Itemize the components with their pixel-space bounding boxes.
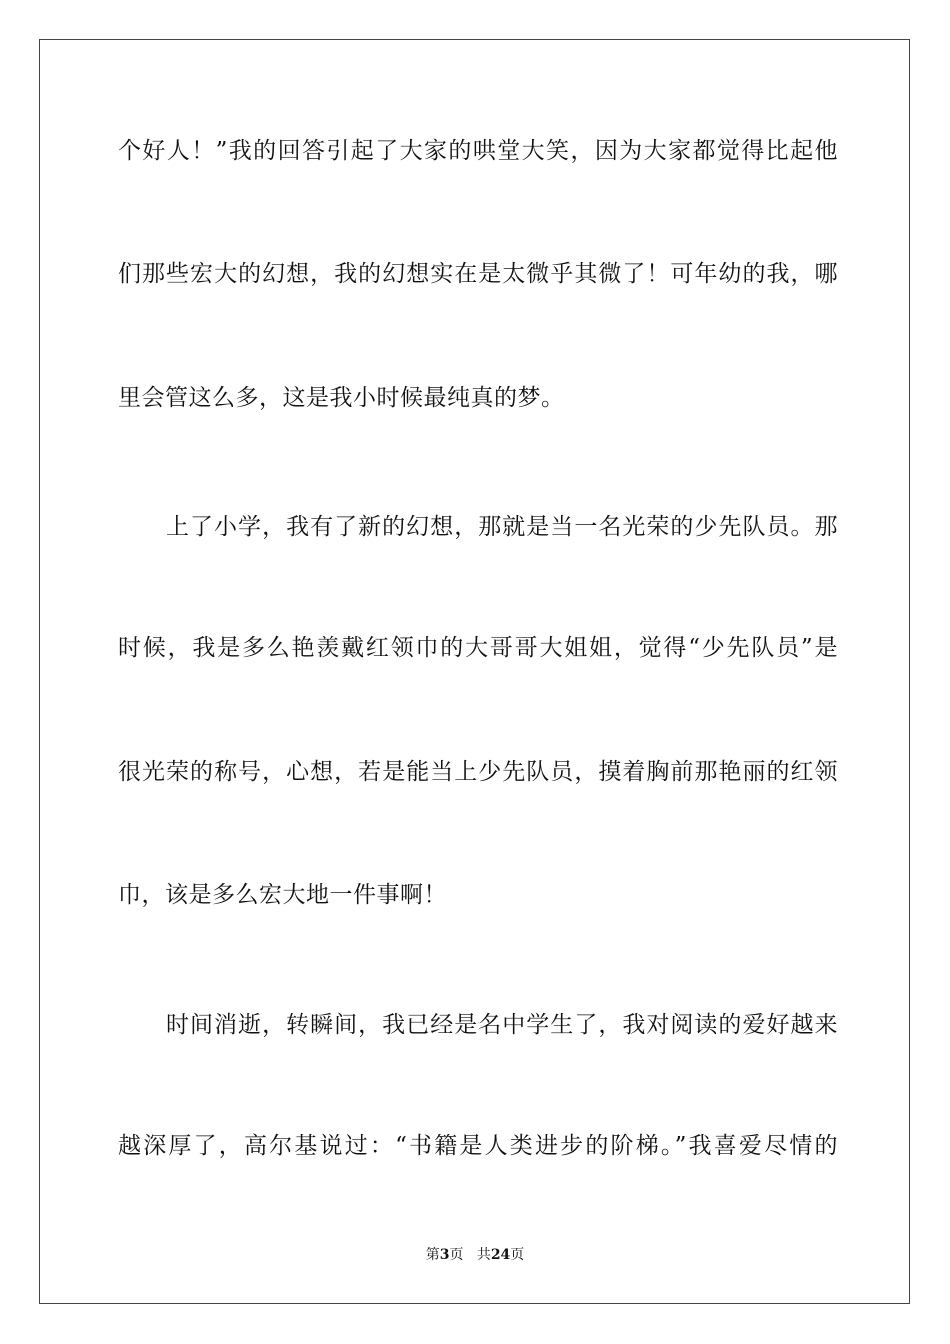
- text-line: 上了小学，我有了新的幻想，那就是当一名光荣的少先队员。那: [166, 514, 838, 540]
- text-line: 越深厚了，高尔基说过：“书籍是人类进步的阶梯。”我喜爱尽情的: [118, 1133, 838, 1159]
- page-suffix: 页: [449, 1247, 464, 1263]
- total-suffix: 页: [510, 1247, 525, 1263]
- total-pages: 24: [490, 1247, 511, 1263]
- page-footer: [0, 1246, 950, 1264]
- text-line: 里会管这么多，这是我小时候最纯真的梦。: [118, 385, 565, 411]
- text-line: 们那些宏大的幻想，我的幻想实在是太微乎其微了！可年幼的我，哪: [118, 261, 838, 287]
- text-line: 时候，我是多么艳羡戴红领巾的大哥哥大姐姐，觉得“少先队员”是: [118, 635, 838, 661]
- text-line: 个好人！”我的回答引起了大家的哄堂大笑，因为大家都觉得比起他: [118, 138, 838, 164]
- page-prefix: 第: [425, 1247, 440, 1263]
- text-line: 巾，该是多么宏大地一件事啊！: [118, 882, 447, 908]
- page-number: 3: [439, 1247, 450, 1263]
- total-prefix: 共: [476, 1247, 491, 1263]
- text-line: 时间消逝，转瞬间，我已经是名中学生了，我对阅读的爱好越来: [166, 1012, 838, 1038]
- text-line: 很光荣的称号，心想，若是能当上少先队员，摸着胸前那艳丽的红领: [118, 759, 838, 785]
- page-border: [39, 39, 910, 1304]
